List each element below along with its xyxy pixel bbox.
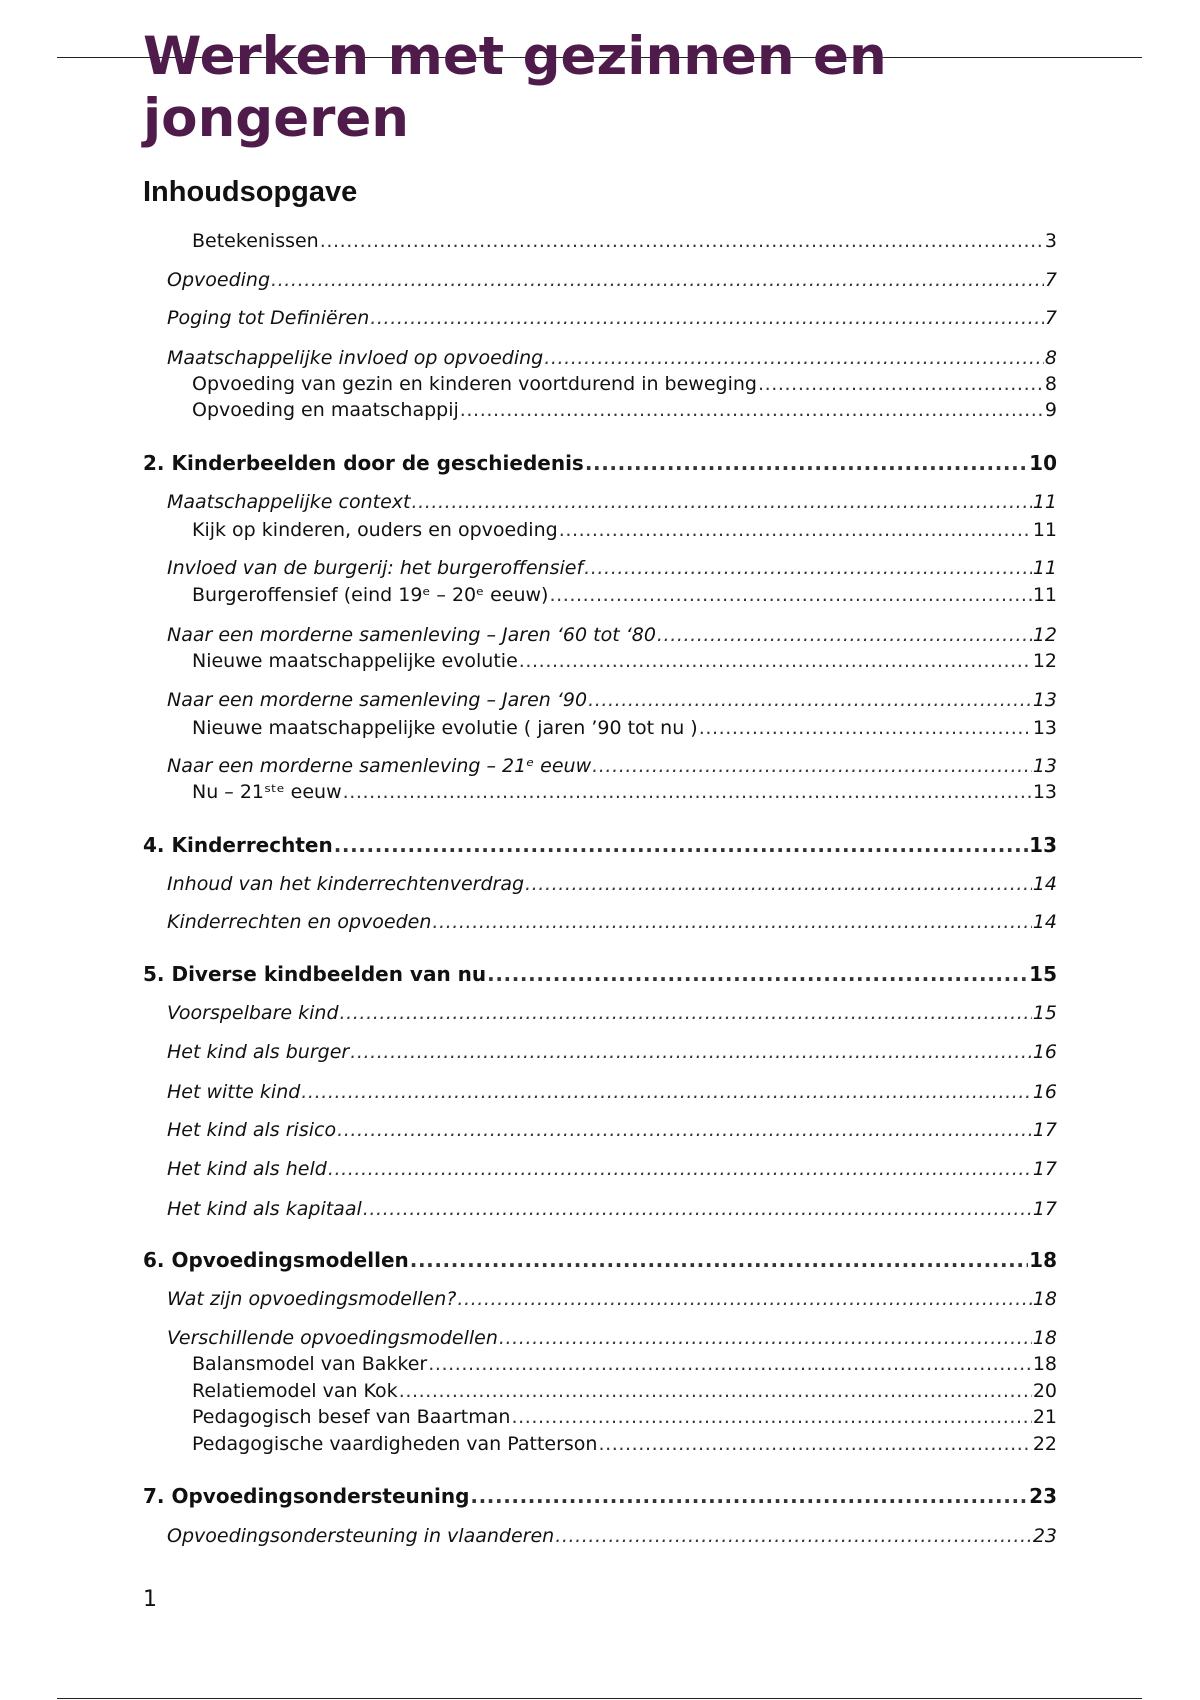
toc-leader-dots (328, 1157, 1032, 1181)
toc-entry-page: 8 (1044, 373, 1057, 395)
toc-leader-dots (410, 1248, 1028, 1272)
toc-entry[interactable] (167, 1040, 1057, 1064)
toc-leader-dots (337, 1118, 1032, 1142)
toc-entry-label: Inhoud van het kinderrechtenverdrag (167, 873, 525, 895)
toc-entry-label: Verschillende opvoedingsmodellen (167, 1327, 498, 1349)
toc-entry-page: 11 (1032, 584, 1057, 606)
toc-entry[interactable] (167, 1118, 1057, 1142)
toc-entry[interactable] (192, 1352, 1057, 1376)
toc-entry-page: 21 (1032, 1406, 1057, 1428)
toc-leader-dots (657, 623, 1032, 647)
toc-entry-page: 18 (1032, 1288, 1057, 1310)
toc-leader-dots (350, 1040, 1032, 1064)
toc-entry[interactable] (192, 780, 1057, 804)
toc-entry-label: 6. Opvoedingsmodellen (143, 1248, 409, 1272)
toc-leader-dots (343, 780, 1032, 804)
toc-entry-page: 13 (1032, 717, 1057, 739)
toc-entry-page: 11 (1032, 557, 1057, 579)
toc-entry-page: 18 (1029, 1248, 1057, 1272)
toc-entry-page: 12 (1032, 650, 1057, 672)
toc-leader-dots (555, 1524, 1032, 1548)
toc-entry-label: Balansmodel van Bakker (192, 1353, 428, 1375)
footer-rule (57, 1698, 1142, 1699)
toc-entry-label: 2. Kinderbeelden door de geschiedenis (143, 451, 584, 475)
toc-entry[interactable] (167, 268, 1057, 292)
toc-entry-label: Voorspelbare kind (167, 1002, 339, 1024)
toc-entry[interactable] (192, 583, 1057, 607)
toc-leader-dots (699, 716, 1032, 740)
toc-entry-label: Relatiemodel van Kok (192, 1380, 398, 1402)
toc-entry-page: 15 (1032, 1002, 1057, 1024)
toc-entry[interactable] (167, 556, 1057, 580)
toc-leader-dots (598, 1432, 1031, 1456)
toc-entry-label: Maatschappelijke context (167, 491, 411, 513)
toc-entry[interactable] (192, 1405, 1057, 1429)
toc-entry-page: 22 (1032, 1433, 1057, 1455)
toc-leader-dots (519, 649, 1032, 673)
toc-entry-page: 7 (1044, 307, 1057, 329)
toc-entry-label: Nieuwe maatschappelijke evolutie ( jaren ’90 tot nu ) (192, 717, 698, 739)
toc-entry-label: Invloed van de burgerij: het burgeroffensief (167, 557, 584, 579)
toc-entry-label: 4. Kinderrechten (143, 833, 333, 857)
toc-entry[interactable] (192, 716, 1057, 740)
toc-entry-label: Het kind als burger (167, 1041, 350, 1063)
page-number: 1 (143, 1587, 157, 1612)
toc-entry[interactable] (167, 1157, 1057, 1181)
toc-entry-page: 16 (1032, 1041, 1057, 1063)
toc-entry-page: 11 (1032, 519, 1057, 541)
toc-entry-page: 23 (1032, 1525, 1057, 1547)
toc-entry-page: 18 (1032, 1353, 1057, 1375)
toc-leader-dots (584, 556, 1032, 580)
toc-entry-label: Maatschappelijke invloed op opvoeding (167, 347, 544, 369)
toc-entry[interactable] (167, 623, 1057, 647)
toc-entry-label: Opvoedingsondersteuning in vlaanderen (167, 1525, 555, 1547)
toc-entry-page: 17 (1032, 1158, 1057, 1180)
document-title: Werken met gezinnen en jongeren (143, 26, 887, 149)
toc-entry-label: Opvoeding van gezin en kinderen voortdurend in beweging (192, 373, 757, 395)
toc-leader-dots (549, 583, 1031, 607)
toc-leader-dots (487, 962, 1028, 986)
toc-leader-dots (758, 372, 1044, 396)
toc-entry[interactable] (167, 910, 1057, 934)
toc-leader-dots (340, 1001, 1032, 1025)
toc-entry[interactable] (167, 1287, 1057, 1311)
toc-entry[interactable] (167, 346, 1057, 370)
toc-entry-page: 13 (1032, 755, 1057, 777)
toc-entry[interactable] (192, 398, 1057, 422)
toc-entry-page: 13 (1032, 781, 1057, 803)
toc-entry-page: 8 (1044, 347, 1057, 369)
toc-leader-dots (370, 306, 1044, 330)
toc-entry-label: Betekenissen (192, 230, 319, 252)
toc-leader-dots (457, 1287, 1031, 1311)
toc-leader-dots (585, 451, 1028, 475)
toc-entry-page: 17 (1032, 1119, 1057, 1141)
toc-entry-label: Het kind als held (167, 1158, 327, 1180)
toc-entry[interactable] (143, 451, 1057, 475)
toc-entry[interactable] (192, 1432, 1057, 1456)
toc-entry-label: Naar een morderne samenleving – 21ᵉ eeuw (167, 755, 592, 777)
toc-entry-page: 17 (1032, 1198, 1057, 1220)
toc-entry[interactable] (192, 229, 1057, 253)
toc-entry-label: Het witte kind (167, 1081, 301, 1103)
toc-leader-dots (460, 398, 1044, 422)
toc-entry-page: 15 (1029, 962, 1057, 986)
toc-entry[interactable] (167, 688, 1057, 712)
toc-entry-label: Poging tot Definiëren (167, 307, 370, 329)
toc-leader-dots (411, 490, 1031, 514)
toc-entry-label: Burgeroffensief (eind 19ᵉ – 20ᵉ eeuw) (192, 584, 549, 606)
toc-leader-dots (470, 1484, 1028, 1508)
toc-leader-dots (588, 688, 1032, 712)
toc-entry[interactable] (167, 1197, 1057, 1221)
toc-entry-label: Naar een morderne samenleving – Jaren ‘60 tot ‘80 (167, 624, 656, 646)
toc-entry-page: 14 (1032, 873, 1057, 895)
toc-entry-page: 18 (1032, 1327, 1057, 1349)
toc-leader-dots (432, 910, 1031, 934)
toc-leader-dots (363, 1197, 1032, 1221)
toc-entry-page: 13 (1032, 689, 1057, 711)
toc-entry-page: 3 (1044, 230, 1057, 252)
toc-entry-label: Het kind als kapitaal (167, 1198, 362, 1220)
toc-entry-label: 7. Opvoedingsondersteuning (143, 1484, 470, 1508)
toc-entry-label: Kijk op kinderen, ouders en opvoeding (192, 519, 558, 541)
toc-leader-dots (334, 833, 1028, 857)
toc-entry[interactable] (167, 1080, 1057, 1104)
toc-entry[interactable] (143, 833, 1057, 857)
toc-entry-page: 23 (1029, 1484, 1057, 1508)
toc-entry[interactable] (167, 872, 1057, 896)
toc-entry-page: 9 (1044, 399, 1057, 421)
toc-entry-page: 16 (1032, 1081, 1057, 1103)
toc-entry-page: 14 (1032, 911, 1057, 933)
toc-entry-label: 5. Diverse kindbeelden van nu (143, 962, 487, 986)
toc-entry-label: Het kind als risico (167, 1119, 337, 1141)
toc-entry-label: Nu – 21ˢᵗᵉ eeuw (192, 781, 342, 803)
toc-entry-label: Wat zijn opvoedingsmodellen? (167, 1288, 457, 1310)
toc-entry-page: 7 (1044, 269, 1057, 291)
toc-entry-label: Opvoeding en maatschappij (192, 399, 459, 421)
toc-leader-dots (428, 1352, 1032, 1376)
toc-entry[interactable] (192, 1379, 1057, 1403)
toc-leader-dots (511, 1405, 1031, 1429)
toc-entry-label: Pedagogisch besef van Baartman (192, 1406, 511, 1428)
toc-leader-dots (559, 518, 1032, 542)
toc-entry[interactable] (167, 1524, 1057, 1548)
toc-entry[interactable] (143, 1248, 1057, 1272)
toc-entry[interactable] (167, 1326, 1057, 1350)
toc-leader-dots (399, 1379, 1032, 1403)
toc-leader-dots (320, 229, 1044, 253)
toc-heading: Inhoudsopgave (143, 176, 358, 208)
toc-leader-dots (499, 1326, 1032, 1350)
toc-entry[interactable] (167, 306, 1057, 330)
toc-entry[interactable] (192, 518, 1057, 542)
toc-entry-page: 12 (1032, 624, 1057, 646)
toc-leader-dots (525, 872, 1032, 896)
toc-entry-page: 20 (1032, 1380, 1057, 1402)
toc-leader-dots (592, 754, 1032, 778)
toc-entry-label: Naar een morderne samenleving – Jaren ‘90 (167, 689, 588, 711)
toc-entry-label: Nieuwe maatschappelijke evolutie (192, 650, 518, 672)
toc-entry-page: 11 (1032, 491, 1057, 513)
toc-entry[interactable] (192, 649, 1057, 673)
toc-leader-dots (301, 1080, 1032, 1104)
toc-entry[interactable] (167, 1001, 1057, 1025)
toc-entry[interactable] (143, 1484, 1057, 1508)
toc-entry-label: Pedagogische vaardigheden van Patterson (192, 1433, 598, 1455)
toc-leader-dots (544, 346, 1044, 370)
toc-entry-label: Opvoeding (167, 269, 271, 291)
toc-entry-page: 10 (1029, 451, 1057, 475)
toc-entry[interactable] (192, 372, 1057, 396)
toc-entry-page: 13 (1029, 833, 1057, 857)
toc-leader-dots (271, 268, 1044, 292)
toc-entry[interactable] (167, 754, 1057, 778)
toc-entry[interactable] (167, 490, 1057, 514)
toc-entry-label: Kinderrechten en opvoeden (167, 911, 432, 933)
toc-entry[interactable] (143, 962, 1057, 986)
